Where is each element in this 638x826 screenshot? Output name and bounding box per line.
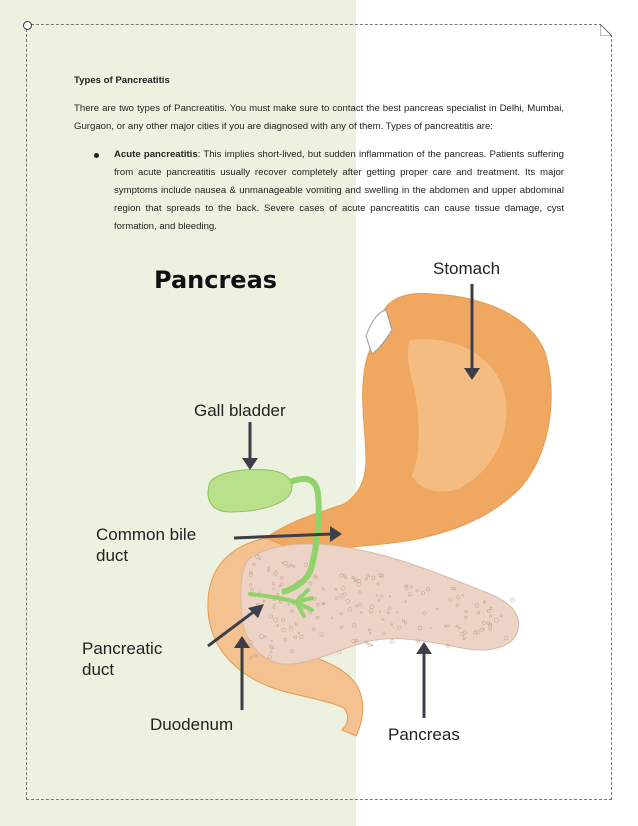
label-pancreas: Pancreas: [388, 725, 460, 744]
intro-paragraph: There are two types of Pancreatitis. You must make sure to contact the best pancreas specialist in Delhi, Mumbai, Gurgaon, or any other major cities if you are diagnosed with any of them. Types of pancreatitis are:: [74, 103, 564, 132]
pancreas-texture-dot: [371, 644, 373, 646]
stomach-shape: [266, 293, 551, 551]
gall-bladder-arrowhead: [242, 458, 258, 470]
pancreas-texture-dot: [391, 640, 395, 644]
gall-bladder-shape: [208, 470, 292, 513]
label-stomach: Stomach: [433, 259, 501, 278]
pancreas-arrowhead: [416, 642, 432, 654]
types-list: [74, 146, 564, 236]
corner-mark: [23, 21, 32, 30]
label-duodenum: Duodenum: [150, 715, 234, 734]
diagram-title: Pancreas: [154, 266, 278, 294]
label-gall-bladder: Gall bladder: [194, 401, 286, 420]
pancreas-diagram: [60, 250, 590, 750]
list-item-term: Acute pancreatitis: [114, 149, 198, 160]
pancreas-texture-dot: [511, 598, 515, 602]
list-item: [114, 146, 564, 236]
label-common-bile-duct: Common bile duct: [96, 525, 197, 565]
page-fold-icon: [600, 24, 612, 36]
document-content: [74, 64, 564, 236]
pancreas-texture-dot: [368, 644, 371, 647]
label-pancreatic-duct: Pancreatic duct: [82, 639, 163, 679]
section-heading: Types of Pancreatitis: [74, 75, 170, 86]
list-item-text: : This implies short-lived, but sudden inflammation of the pancreas. Patients suffering from acute pancreatitis usually recover completely after getting proper care and treatment. Its major symptoms include nausea & unmanageable vomiting and swelling in the abdomen and upper abdominal region that spreads to the back. Severe cases of acute pancreatitis can cause tissue damage, cyst formation, and bleeding.: [114, 149, 564, 232]
bullet-icon: [94, 153, 99, 158]
